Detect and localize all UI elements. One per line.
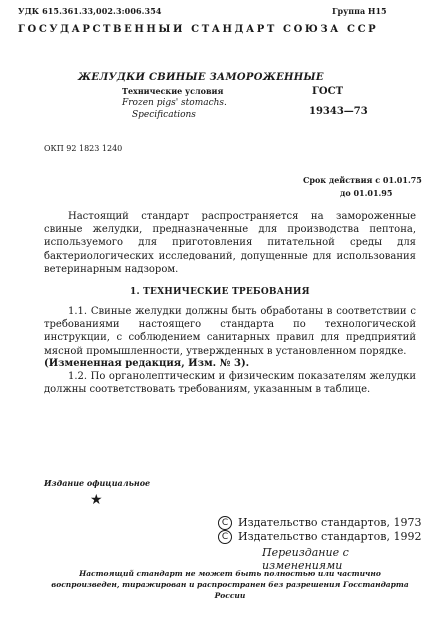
amendment-note: (Измененная редакция, Изм. № 3). [44, 358, 250, 369]
validity-from: Срок действия с 01.01.75 [303, 175, 422, 185]
copyright-icon: C [218, 530, 232, 544]
copyright-1973 [218, 516, 421, 530]
star-icon: ★ [90, 492, 103, 508]
document-subtitle: Технические условия [122, 86, 224, 96]
intro-paragraph: Настоящий стандарт распространяется на замороженные свиные желудки, предназначенные для производства пептона, используемого для приготовления питательной среды для бактериологических исследований, допущенные для использования ветеринарным надзором. [44, 211, 416, 275]
document-subtitle-en: Specifications [132, 110, 196, 120]
item-1-2: 1.2. По органолептическим и физическим показателям желудки должны соответствовать требованиям, указанным в таблице. [44, 371, 416, 396]
okp-code: ОКП 92 1823 1240 [44, 144, 123, 153]
gost-number: 19343—73 [309, 106, 368, 117]
copyright-1992 [218, 530, 421, 544]
document-title: ЖЕЛУДКИ СВИНЫЕ ЗАМОРОЖЕННЫЕ [78, 72, 324, 83]
header-banner: ГОСУДАРСТВЕННЫЙ СТАНДАРТ СОЮЗА ССР [18, 24, 379, 35]
item-1-1: 1.1. Свиные желудки должны быть обработаны в соответствии с требованиями настоящего стандарта по технологической инструкции, с соблюдением санитарных правил для предприятий мясной промышленности, утвержденных в установленном порядке. [44, 306, 416, 357]
copyright-1973-text: Издательство стандартов, 1973 [238, 516, 422, 529]
copyright-1992-text: Издательство стандартов, 1992 [238, 530, 422, 543]
gost-label: ГОСТ [312, 86, 344, 97]
section-title: 1. ТЕХНИЧЕСКИЕ ТРЕБОВАНИЯ [130, 287, 310, 297]
reissue-note: Переиздание с изменениями [262, 546, 349, 572]
reproduction-notice: Настоящий стандарт не может быть полностью или частично воспроизведен, тиражирован и распространен без разрешения Госстандарта России [51, 569, 409, 600]
validity-to: до 01.01.95 [340, 188, 393, 198]
official-edition: Издание официальное [44, 478, 151, 488]
copyright-icon: C [218, 516, 232, 530]
document-title-en: Frozen pigs' stomachs. [122, 98, 227, 108]
group-code: Группа Н15 [332, 6, 387, 16]
udk-code: УДК 615.361.33,002.3:006.354 [18, 6, 162, 16]
